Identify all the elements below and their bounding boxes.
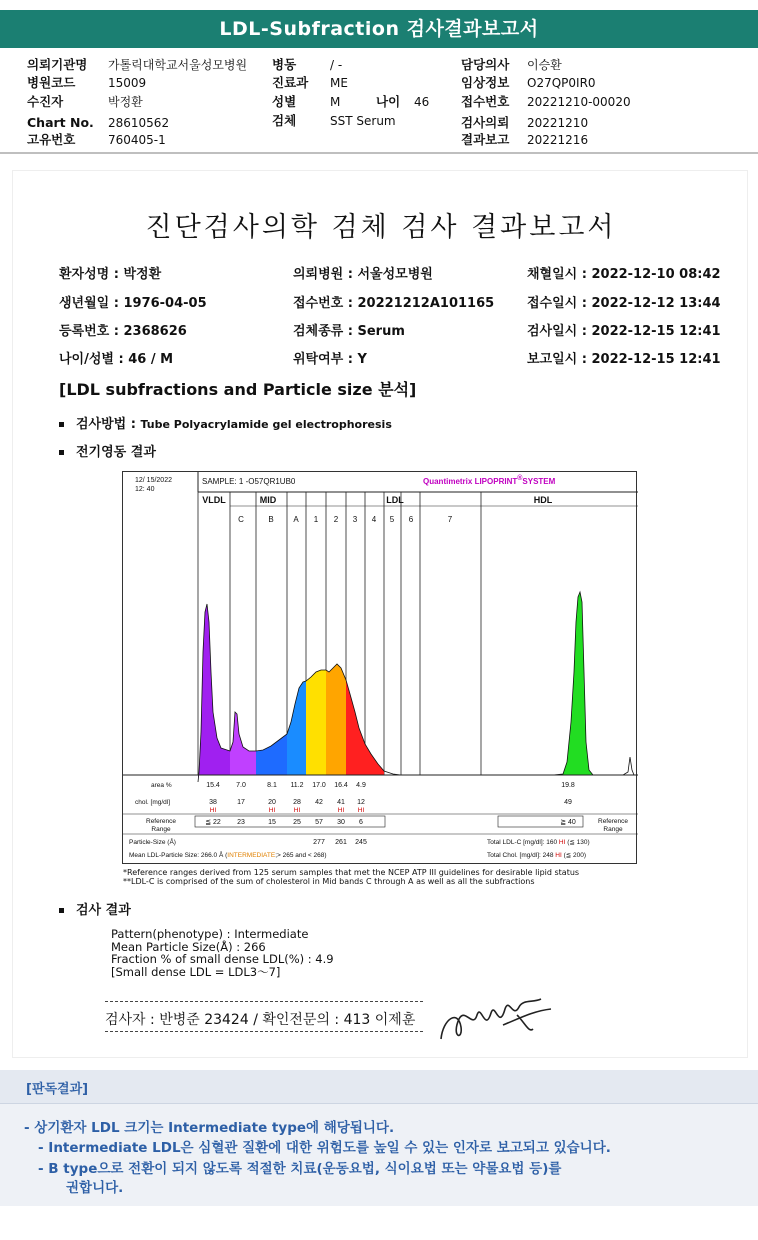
total-part: Total Chol. [mg/dl]: 248 (487, 852, 556, 859)
field-received-time: 접수일시 : 2022-12-12 13:44 (527, 296, 721, 311)
org-value: 가톨릭대학교서울성모병원 (108, 58, 248, 72)
band-label: 1 (313, 515, 319, 524)
total-part: HI (558, 839, 566, 846)
band-label: 2 (333, 515, 339, 524)
specimen-label: 검체 (272, 113, 297, 128)
band-label: A (293, 515, 299, 524)
group-label-vldl: VLDL (202, 495, 226, 505)
result-sd-ldl-definition: [Small dense LDL = LDL3～7] (111, 964, 281, 979)
receipt-no-value: 20221210-00020 (527, 95, 631, 109)
interpretation-panel (0, 1070, 758, 1206)
band-label: 6 (408, 515, 414, 524)
interpretation-line-3: - B type으로 전환이 되지 않도록 적절한 치료(운동요법, 식이요법 또는 약물요법 등)를 (38, 1161, 562, 1177)
code-value: 15009 (108, 76, 147, 90)
particle-size-value: 277 (313, 839, 325, 846)
area-value: 16.4 (334, 782, 348, 789)
hi-flag: HI (357, 807, 365, 814)
reference-value: ≧ 40 (560, 819, 576, 826)
reference-value: 15 (268, 819, 276, 826)
ward-value: / - (330, 58, 343, 72)
band-label: 4 (371, 515, 377, 524)
chart-date: 12/ 15/2022 (135, 477, 172, 484)
band-label: 5 (389, 515, 395, 524)
row-label-range: Range (151, 826, 171, 833)
band-label: 7 (447, 515, 453, 524)
chol-value: 12 (357, 799, 365, 806)
signature-divider-bottom (105, 1031, 423, 1032)
ldl3-band-area (346, 680, 365, 775)
area-value: 7.0 (236, 782, 246, 789)
reference-value: 23 (237, 819, 245, 826)
field-reg-no: 등록번호 : 2368626 (59, 324, 187, 339)
request-date-label: 검사의뢰 (461, 115, 510, 130)
row-label-ref: Reference (146, 818, 176, 825)
row-label-area: area % (151, 782, 172, 789)
total-part: (≦ 200) (561, 852, 587, 859)
band-label: 3 (352, 515, 358, 524)
interpretation-header (0, 1070, 758, 1104)
particle-size-value: 245 (355, 839, 367, 846)
total-part: HI (555, 852, 562, 859)
electro-heading (59, 441, 156, 460)
result-sd-ldl-fraction: Fraction % of small dense LDL(%) : 4.9 (111, 952, 334, 966)
total-ldl-c (487, 839, 590, 846)
unique-id-value: 760405-1 (108, 133, 166, 147)
chol-value: 28 (293, 799, 301, 806)
vldl-peak (198, 604, 230, 782)
reference-box (195, 816, 385, 827)
age-label: 나이 (376, 94, 401, 109)
result-pattern: Pattern(phenotype) : Intermediate (111, 927, 309, 941)
area-value: 4.9 (356, 782, 366, 789)
dept-label: 진료과 (272, 75, 309, 90)
area-value: 17.0 (312, 782, 326, 789)
clinical-info-value: O27QP0IR0 (527, 76, 596, 90)
age-value: 46 (414, 95, 430, 109)
row-label-chol: chol. [mg/dl] (135, 799, 171, 806)
chart-brand (423, 474, 556, 486)
total-part: (≦ 130) (565, 839, 590, 846)
group-label-hdl: HDL (533, 495, 553, 505)
field-collect-time: 채혈일시 : 2022-12-10 08:42 (527, 267, 721, 282)
field-patient-name: 환자성명 : 박정환 (59, 267, 162, 282)
doctor-value: 이승환 (527, 58, 562, 72)
report-date-label: 결과보고 (461, 132, 510, 147)
hi-flag: HI (337, 807, 345, 814)
method-label: 검사방법 : (76, 417, 141, 432)
chol-value: 17 (237, 799, 245, 806)
result-label: 검사 결과 (76, 903, 131, 918)
ward-label: 병동 (272, 57, 297, 72)
row-label-ref-right: Reference (598, 818, 628, 825)
group-label-ldl: LDL (386, 495, 404, 505)
report-title: 진단검사의학 검체 검사 결과보고서 (145, 212, 617, 243)
lipoprint-chart-svg (123, 472, 638, 865)
interpretation-line-2: - Intermediate LDL은 심혈관 질환에 대한 위험도를 높일 수 있는 인자로 보고되고 있습니다. (38, 1140, 611, 1156)
result-heading (59, 899, 131, 918)
interpretation-line-4: 권합니다. (66, 1180, 124, 1196)
field-report-time: 보고일시 : 2022-12-15 12:41 (527, 352, 721, 367)
hi-flag: HI (209, 807, 217, 814)
signature-divider-top (105, 1001, 423, 1002)
signer-line: 검사자 : 반병준 23424 / 확인전문의 : 413 이제훈 (105, 1012, 416, 1028)
row-label-range-right: Range (603, 826, 623, 833)
dept-value: ME (330, 76, 348, 90)
mid-a-band-area (287, 681, 306, 775)
reference-value: 30 (337, 819, 345, 826)
code-label: 병원코드 (27, 75, 76, 90)
mean-particle-size (129, 850, 327, 859)
field-hospital: 의뢰병원 : 서울성모병원 (293, 267, 433, 282)
brand-suffix: SYSTEM (522, 477, 556, 486)
chart-time: 12: 40 (135, 486, 155, 493)
area-value: 11.2 (290, 782, 304, 789)
ldl1-band-area (306, 670, 326, 775)
mean-size-part: Mean LDL-Particle Size: 266.0 Å ( (129, 852, 228, 859)
footnote-reference: *Reference ranges derived from 125 serum samples that met the NCEP ATP III guidelines for desirable lipid status (123, 868, 580, 877)
band-label: B (268, 515, 274, 524)
doctor-label: 담당의사 (461, 57, 510, 72)
order-info-panel (0, 52, 758, 152)
unique-id-label: 고유번호 (27, 132, 76, 147)
mean-size-part: ;> 265 and < 268) (275, 852, 327, 859)
sex-value: M (330, 95, 341, 109)
report-date-value: 20221216 (527, 133, 589, 147)
chart-no-label: Chart No. (27, 115, 94, 130)
ldl2-band-area (326, 664, 346, 775)
mean-size-part: INTERMEDIATE (227, 852, 276, 859)
lab-report-document (12, 170, 748, 1058)
chol-value: 38 (209, 799, 217, 806)
area-value: 19.8 (561, 782, 575, 789)
particle-size-value: 261 (335, 839, 347, 846)
brand-registered-mark: ® (517, 475, 523, 482)
section-title: [LDL subfractions and Particle size 분석] (59, 380, 417, 399)
band-label: C (238, 515, 244, 524)
patient-label: 수진자 (27, 94, 64, 109)
reference-value: 57 (315, 819, 323, 826)
interpretation-title: [판독결과] (26, 1082, 89, 1097)
chart-no-value: 28610562 (108, 116, 170, 130)
chol-value: 20 (268, 799, 276, 806)
row-label-size: Particle-Size (Å) (129, 839, 176, 846)
method-line (59, 413, 392, 432)
field-specimen-type: 검체종류 : Serum (293, 324, 405, 339)
sex-label: 성별 (272, 94, 297, 109)
report-header-title: LDL-Subfraction 검사결과보고서 (0, 10, 758, 48)
lipoprint-chart (122, 471, 637, 864)
reference-value: 6 (359, 819, 363, 826)
group-label-mid: MID (259, 495, 277, 505)
field-receipt-no: 접수번호 : 20221212A101165 (293, 296, 495, 311)
footnote-ldl-c: **LDL-C is comprised of the sum of cholesterol in Mid bands C through A as well as all the subfractions (123, 877, 535, 886)
method-value: Tube Polyacrylamide gel electrophoresis (140, 418, 392, 431)
reference-value: ≦ 22 (205, 819, 221, 826)
clinical-info-label: 임상정보 (461, 75, 510, 90)
area-value: 8.1 (267, 782, 277, 789)
bullet-icon (59, 450, 64, 455)
chol-value: 42 (315, 799, 323, 806)
electro-label: 전기영동 결과 (76, 445, 156, 460)
reference-value: 25 (293, 819, 301, 826)
patient-value: 박정환 (108, 95, 143, 109)
interpretation-line-1: - 상기환자 LDL 크기는 Intermediate type에 해당됩니다. (24, 1120, 395, 1136)
specimen-value: SST Serum (330, 114, 396, 128)
area-value: 15.4 (206, 782, 220, 789)
hi-flag: HI (268, 807, 276, 814)
header-divider (0, 152, 758, 154)
org-label: 의뢰기관명 (27, 57, 88, 72)
field-dob: 생년월일 : 1976-04-05 (59, 296, 207, 311)
mid-c-band-area (230, 712, 256, 775)
receipt-no-label: 접수번호 (461, 94, 510, 109)
result-summary (111, 928, 334, 978)
field-age-sex: 나이/성별 : 46 / M (59, 352, 174, 367)
hi-flag: HI (293, 807, 301, 814)
chart-sample-id: SAMPLE: 1 -O57QR1UB0 (202, 477, 296, 486)
request-date-value: 20221210 (527, 116, 589, 130)
total-part: Total LDL-C [mg/dl]: 160 (487, 839, 559, 846)
brand-name: Quantimetrix LIPOPRINT (423, 477, 518, 486)
bullet-icon (59, 422, 64, 427)
physician-signature (433, 989, 563, 1049)
field-test-time: 검사일시 : 2022-12-15 12:41 (527, 324, 721, 339)
chol-value: 41 (337, 799, 345, 806)
field-consign: 위탁여부 : Y (293, 352, 367, 367)
bullet-icon (59, 908, 64, 913)
result-mean-size: Mean Particle Size(Å) : 266 (111, 939, 266, 954)
total-cholesterol (487, 852, 586, 859)
chol-value: 49 (564, 799, 572, 806)
